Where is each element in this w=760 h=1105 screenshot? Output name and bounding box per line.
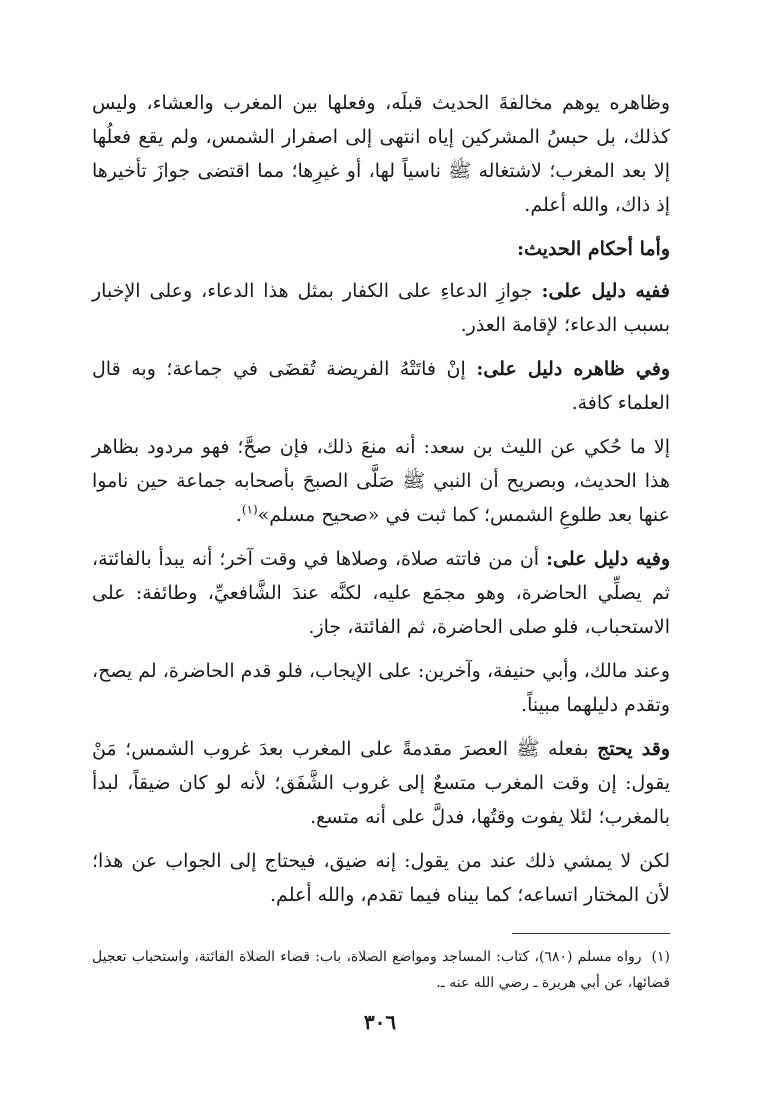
paragraph-5-keyword: وفيه دليل على: <box>546 548 670 570</box>
paragraph-6-text: وعند مالك، وأبي حنيفة، وآخرين: على الإيجاب، فلو قدم الحاضرة، لم يصح، وتقدم دليلهما مبيناً. <box>92 660 670 716</box>
paragraph-6 <box>92 654 670 722</box>
paragraph-8-text: لكن لا يمشي ذلك عند من يقول: إنه ضيق، فيحتاج إلى الجواب عن هذا؛ لأن المختار اتساعه؛ كما بيناه فيما تقدم، والله أعلم. <box>92 850 670 906</box>
footnotes <box>92 944 670 996</box>
paragraph-1-text: وظاهره يوهم مخالفةَ الحديث قبلَه، وفعلها بين المغرب والعشاء، وليس كذلك، بل حبسُ المشركين إياه انتهى إلى اصفرار الشمس، ولم يقع فعلُها إلا بعد المغرب؛ لاشتغاله ﷺ ناسياً لها، أو غيرِها؛ مما اقتضى جوازَ تأخيرها إذ ذاك، والله أعلم. <box>92 92 670 216</box>
paragraph-2 <box>92 274 670 342</box>
footnote-number: (١) <box>651 949 670 965</box>
paragraph-2-text: جوازِ الدعاءِ على الكفار بمثل هذا الدعاء، وعلى الإخبار بسبب الدعاء؛ لإقامة العذر. <box>92 280 670 336</box>
footnote-divider <box>512 933 670 934</box>
footnote-text: رواه مسلم (٦٨٠)، كتاب: المساجد ومواضع الصلاة، باب: قضاء الصلاة الفائتة، واستحباب تعجيل قضائها، عن أبي هريرة ـ رضي الله عنه ـ. <box>92 949 670 991</box>
main-text <box>92 86 670 922</box>
paragraph-1 <box>92 86 670 222</box>
paragraph-3 <box>92 352 670 420</box>
paragraph-2-keyword: ففيه دليل على: <box>541 280 670 302</box>
paragraph-3-keyword: وفي ظاهره دليل على: <box>476 358 670 380</box>
paragraph-4 <box>92 430 670 532</box>
paragraph-4-text: إلا ما حُكي عن الليث بن سعد: أنه منعَ ذلك، فإن صحَّ؛ فهو مردود بظاهر هذا الحديث، وبصريح أن النبي ﷺ صَلَّى الصبحَ بأصحابه جماعة حين ناموا عنها بعد طلوعِ الشمس؛ كما ثبت في «صحيح مسلم» <box>92 436 670 526</box>
paragraph-7-keyword: وقد يحتج <box>597 738 670 760</box>
paragraph-8 <box>92 844 670 912</box>
paragraph-5 <box>92 542 670 644</box>
footnote-item <box>92 944 670 996</box>
page-number: ٣٠٦ <box>363 1010 397 1034</box>
section-heading: وأما أحكام الحديث: <box>517 238 670 260</box>
paragraph-7-text: بفعله ﷺ العصرَ مقدمةً على المغرب بعدَ غروب الشمس؛ مَنْ يقول: إن وقت المغرب متسعٌ إلى غروب الشَّفَق؛ لأنه لو كان ضيقاً، لبدأ بالمغرب؛ لئلا يفوت وقتُها، فدلَّ على أنه متسع. <box>92 738 670 828</box>
paragraph-7 <box>92 732 670 834</box>
footnote-reference[interactable]: (١) <box>241 502 258 517</box>
paragraph-5-text: أن من فاتته صلاة، وصلاها في وقت آخر؛ أنه يبدأ بالفائتة، ثم يصلِّي الحاضرة، وهو مجمَع عليه، لكنَّه عندَ الشَّافعيِّ، وطائفة: على الاستحباب، فلو صلى الحاضرة، ثم الفائتة، جاز. <box>92 548 670 638</box>
paragraph-4-end: . <box>235 504 242 526</box>
paragraph-3-text: إنْ فاتَتْهُ الفريضة تُقضَى في جماعة؛ وبه قال العلماء كافة. <box>92 358 670 414</box>
